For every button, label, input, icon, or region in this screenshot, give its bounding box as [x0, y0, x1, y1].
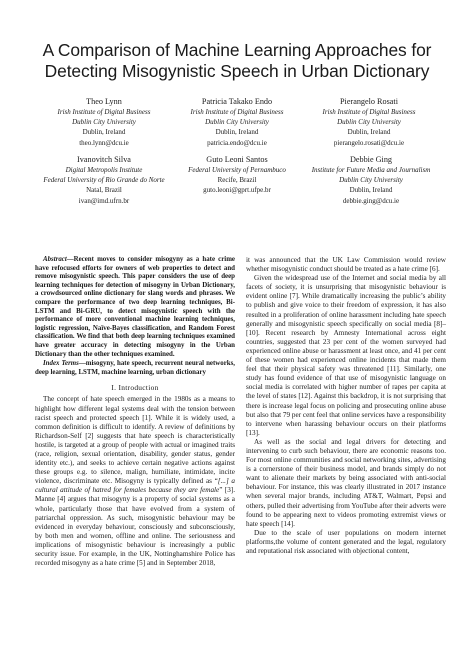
- abstract-text: —Recent moves to consider misogyny as a hate crime have refocused efforts for owners of web properties to detect and remove misogynistic speech. This paper considers the use of deep learning techniques for detection of misogyny in Urban Dictionary, a crowdsourced online dictionary for slang words and phrases. We compare the performance of two deep learning techniques, Bi-LSTM and Bi-GRU, to detect misogynistic speech with the performance of more conventional machine learning techniques, logistic regression, Naïve-Bayes classification, and Random Forest classification. We find that both deep learning techniques examined have greater accuracy in detecting misogyny in the Urban Dictionary than the other techniques examined.: [35, 256, 235, 358]
- author-location: Dublin, Ireland: [82, 128, 126, 137]
- author-block: [28, 154, 180, 206]
- author-institution: Dublin City University: [205, 118, 269, 127]
- author-block: [52, 96, 156, 148]
- author-email[interactable]: pierangelo.rosati@dcu.ie: [333, 138, 405, 147]
- body-text: ” [3]. Manne [4] argues that misogyny is a property of social systems as a whole, particularly those that have evolved from a system of patriarchal oppression. As such, misogynistic behaviour may be evidenced in everyday behaviour, consciously and subconsciously, by both men and women, offline and online. The seriousness and implications of misogynistic behaviour is increasingly a public security issue. For example, in the UK, Nottinghamshire Police has recorded misogyny as a hate crime [5] and in September 2018,: [35, 486, 235, 568]
- author-email[interactable]: debbie.ging@dcu.ie: [342, 196, 400, 205]
- body-text: The concept of hate speech emerged in the 1980s as a means to highlight how different legal systems deal with the tension between racist speech and protected speech [1]. While it is widely used, a common definition is difficult to identify. A review of definitions by Richardson-Self [2] suggests that hate speech is characteristically hostile, is targeted at a group of people with actual or imagined traits (race, religion, sexual orientation, disability, gender status, gender identity etc.), and seeks to achieve certain negative actions against these groups e.g. to silence, malign, humiliate, intimidate, incite violence, discriminate etc. Misogyny is typically defined as “: [35, 395, 235, 486]
- body-paragraph: it was announced that the UK Law Commission would review whether misogynistic conduct should be treated as a hate crime [6].: [246, 256, 446, 274]
- body-quote: [...] a cultural attitude of hatred for females because they are female: [35, 477, 235, 495]
- author-institution: Dublin City University: [72, 118, 136, 127]
- author-institution: Dublin City University: [337, 118, 401, 127]
- abstract-lead: Abstract: [43, 256, 67, 263]
- author-location: Dublin, Ireland: [215, 128, 259, 137]
- body-paragraph: As well as the social and legal drivers for detecting and intervening to curb such behaviour, there are economic reasons too. For most online communities and social networking sites, advertising is a cornerstone of their business model, and brands simply do not want to alienate their markets by being associated with anti-social behaviour. For instance, this was clearly illustrated in 2017 instance when several major brands, including AT&T, Walmart, Pepsi and others, pulled their advertising from YouTube after their adverts were found to be appearing next to videos promoting extremist views or hate speech [14].: [246, 437, 446, 528]
- author-email[interactable]: ivan@imd.ufrn.br: [78, 196, 130, 205]
- author-affiliation: Digital Metropolis Institute: [65, 166, 143, 174]
- author-name: Ivanovitch Silva: [77, 155, 131, 164]
- index-terms: [35, 360, 235, 377]
- author-email[interactable]: theo.lynn@dcu.ie: [79, 138, 129, 147]
- right-column: [246, 256, 446, 556]
- author-name: Patricia Takako Endo: [201, 97, 273, 106]
- author-affiliation: Institute for Future Media and Journalism: [311, 166, 431, 174]
- author-name: Debbie Ging: [349, 155, 393, 164]
- author-affiliation: Irish Institute of Digital Business: [322, 108, 416, 116]
- author-location: Recife, Brazil: [217, 176, 257, 185]
- author-location: Natal, Brazil: [86, 186, 122, 195]
- abstract: [35, 256, 235, 359]
- author-block: [168, 154, 306, 196]
- index-terms-lead: Index Terms: [43, 360, 79, 368]
- author-institution: Federal University of Rio Grande do Norte: [43, 176, 165, 185]
- author-location: Dublin, Ireland: [347, 128, 391, 137]
- author-email[interactable]: patricia.endo@dcu.ie: [207, 138, 267, 147]
- author-name: Pierangelo Rosati: [340, 97, 398, 106]
- body-paragraph: Given the widespread use of the Internet and social media by all facets of society, it is unsurprising that misogynistic behaviour is evident online [7]. While dramatically increasing the public’s ability to publish and give voice to their freedom of expression, it has also resulted in a proliferation of online harassment including hate speech generally and misogynistic speech specifically on social media [8]–[10]. Recent research by Amnesty International across eight countries, suggested that 23 per cent of the women surveyed had experienced online abuse or harassment at least once, and 41 per cent of these women had experienced online incidents that made them feel that their physical safety was threatened [11]. Similarly, one study has found evidence of that use of misogynistic language on social media is correlated with higher number of rapes per capita at the level of states [12]. Against this backdrop, it is not surprising that there is increase legal focus on policing and prosecuting online abuse but also that 79 per cent feel that online services have a responsibility to intervene when harassing behaviour occurs on their platforms [13].: [246, 274, 446, 437]
- author-affiliation: Irish Institute of Digital Business: [190, 108, 284, 116]
- author-block: [185, 96, 289, 148]
- body-paragraph: Due to the scale of user populations on modern internet platforms,the volume of content generated and the legal, regulatory and reputational risk associated with objectional content,: [246, 528, 446, 555]
- author-name: Theo Lynn: [86, 97, 122, 106]
- author-block: [317, 96, 421, 148]
- author-email[interactable]: guto.leoni@gprt.ufpe.br: [203, 186, 271, 195]
- author-block: [296, 154, 446, 206]
- section-heading: I. Introduction: [111, 383, 159, 393]
- index-terms-text: —misogyny, hate speech, recurrent neural networks, deep learning, LSTM, machine learning, urban dictionary: [35, 360, 235, 376]
- author-affiliation: Federal University of Pernambuco: [188, 166, 286, 174]
- author-location: Dublin, Ireland: [349, 186, 393, 195]
- left-column: [35, 256, 235, 568]
- author-name: Guto Leoni Santos: [206, 155, 268, 164]
- body-paragraph: [35, 395, 235, 568]
- paper-title: A Comparison of Machine Learning Approaches for Detecting Misogynistic Speech in Urban Dictionary: [42, 40, 432, 81]
- author-affiliation: Irish Institute of Digital Business: [57, 108, 151, 116]
- author-institution: Dublin City University: [339, 176, 403, 185]
